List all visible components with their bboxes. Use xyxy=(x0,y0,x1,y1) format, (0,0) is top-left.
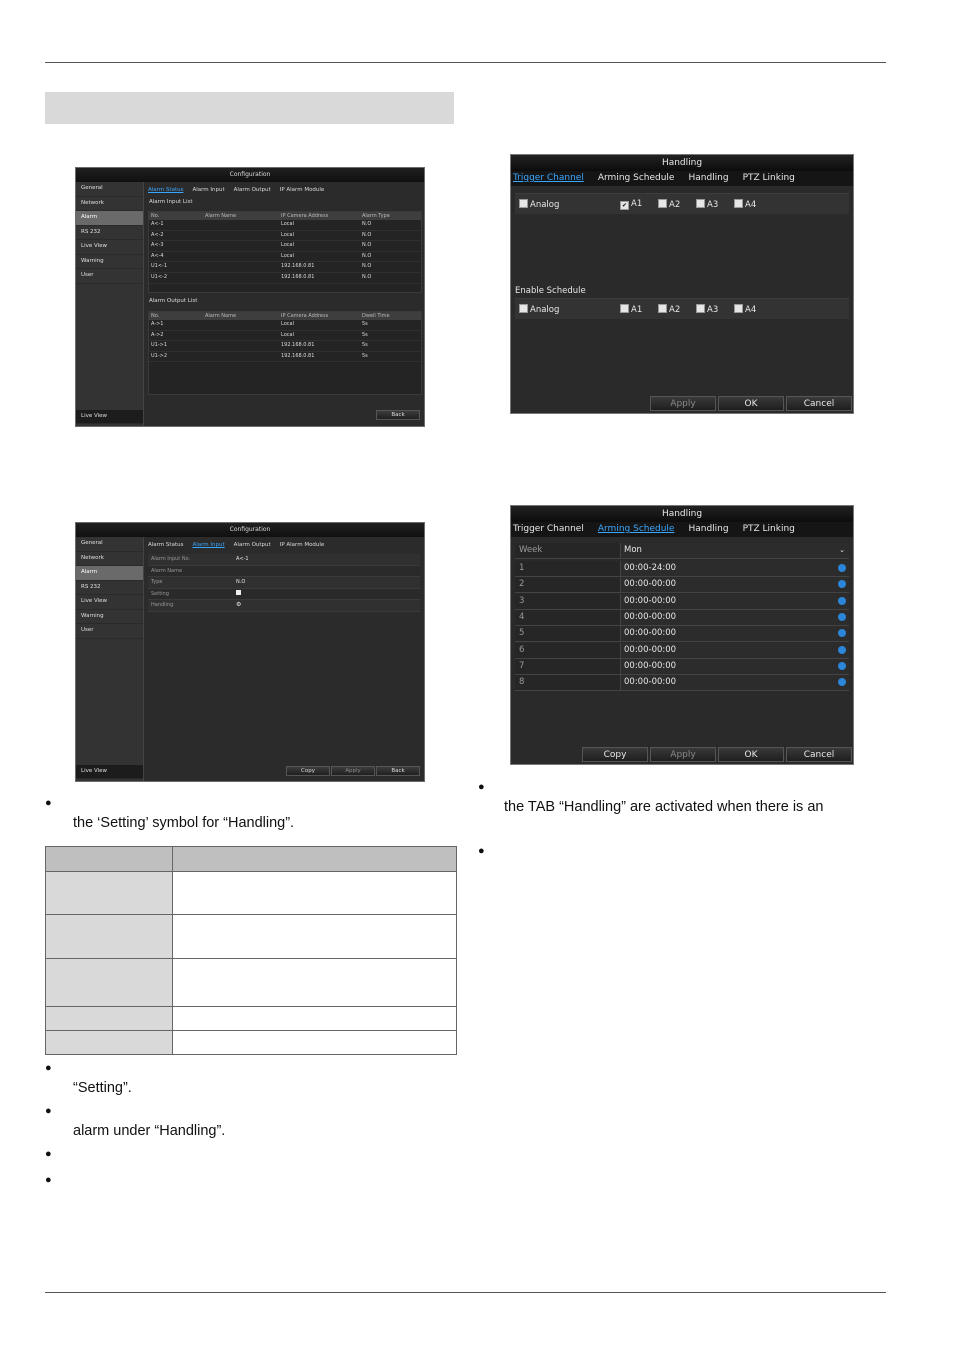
alarm-name-input[interactable] xyxy=(233,566,420,577)
apply-button[interactable]: Apply xyxy=(331,766,375,776)
schedule-row xyxy=(515,610,849,626)
checkbox-label: A1 xyxy=(631,305,643,315)
checkbox-label: A1 xyxy=(631,199,643,209)
table-row xyxy=(46,915,457,959)
section-heading-bar xyxy=(45,92,454,124)
bullet: ● xyxy=(45,797,52,809)
checkbox-label: A2 xyxy=(669,200,681,210)
cell: A<-2 xyxy=(151,231,164,238)
table-value-cell xyxy=(173,959,457,1007)
schedule-row xyxy=(515,659,849,675)
checkbox-label: Analog xyxy=(530,200,560,210)
setting-checkbox[interactable] xyxy=(236,590,241,595)
tab-bar xyxy=(148,187,333,193)
handling-trigger-channel-dialog xyxy=(510,154,854,414)
cell: A->2 xyxy=(151,331,164,338)
sidebar-item-warning[interactable]: Warning xyxy=(76,610,143,625)
a2-checkbox[interactable] xyxy=(658,199,680,210)
paragraph-text: the TAB “Handling” are activated when there is an xyxy=(504,799,824,815)
field-label: Handling xyxy=(151,602,174,608)
cell: A<-4 xyxy=(151,252,164,259)
tab-alarm-input[interactable]: Alarm Input xyxy=(192,542,225,548)
bullet: ● xyxy=(45,1148,52,1160)
cell xyxy=(203,231,279,241)
cell: A<-3 xyxy=(151,242,164,249)
row-number: 1 xyxy=(519,563,525,573)
paragraph-text: alarm under “Handling”. xyxy=(73,1123,226,1139)
time-range-input[interactable] xyxy=(620,675,849,690)
live-view-button[interactable]: Live View xyxy=(76,410,143,425)
cell: N.O xyxy=(362,263,372,270)
trigger-channel-row xyxy=(515,193,849,214)
table-row xyxy=(46,872,457,915)
row-number: 4 xyxy=(519,611,525,622)
table-row[interactable] xyxy=(149,252,421,263)
bullet: ● xyxy=(45,1174,52,1186)
time-range-input[interactable] xyxy=(620,594,849,609)
back-button[interactable]: Back xyxy=(376,766,420,776)
tab-handling[interactable]: Handling xyxy=(688,173,729,183)
clock-icon[interactable] xyxy=(838,629,846,637)
checkbox-label: A4 xyxy=(745,200,757,210)
handling-arming-schedule-dialog xyxy=(510,505,854,765)
form-row-alarm-input-no xyxy=(148,554,420,566)
tab-ptz-linking[interactable]: PTZ Linking xyxy=(742,173,795,183)
cell: 5s xyxy=(362,342,368,349)
sidebar-item-network[interactable]: Network xyxy=(76,552,143,567)
alarm-output-table xyxy=(148,311,422,395)
checkbox-box xyxy=(696,304,705,313)
table-row[interactable] xyxy=(149,273,421,284)
alarm-input-screenshot xyxy=(75,522,425,782)
copy-button[interactable]: Copy xyxy=(582,747,648,762)
checkbox-box xyxy=(519,199,528,208)
cell: 192.168.0.81 xyxy=(281,263,315,270)
setting-checkbox-cell xyxy=(233,589,420,600)
cell: Local xyxy=(281,252,294,259)
time-range: 00:00-00:00 xyxy=(624,628,677,639)
week-select[interactable] xyxy=(620,543,849,558)
cell: N.O xyxy=(362,273,372,280)
cell: N.O xyxy=(362,231,372,238)
table-key-cell xyxy=(46,872,173,915)
cell: Local xyxy=(281,331,294,338)
sidebar-item-warning[interactable]: Warning xyxy=(76,255,143,270)
cell: N.O xyxy=(362,252,372,259)
sidebar-item-alarm[interactable]: Alarm xyxy=(76,211,143,226)
alarm-input-form xyxy=(148,554,420,612)
header-alarm-type: Alarm Type xyxy=(362,213,390,219)
tab-trigger-channel[interactable]: Trigger Channel xyxy=(513,524,584,534)
table-row[interactable] xyxy=(149,352,421,363)
table-key-cell xyxy=(46,959,173,1007)
sidebar-item-live-view[interactable]: Live View xyxy=(76,240,143,255)
cell: Local xyxy=(281,221,294,227)
alarm-output-list-label: Alarm Output List xyxy=(149,298,198,304)
table-row[interactable] xyxy=(149,341,421,352)
checkbox-label: Analog xyxy=(530,305,560,315)
table-header xyxy=(149,212,421,220)
checkbox-box xyxy=(734,199,743,208)
header-ip-camera-address: IP Camera Address xyxy=(281,313,329,319)
tab-arming-schedule[interactable]: Arming Schedule xyxy=(597,173,675,183)
type-select[interactable]: N.O xyxy=(236,579,246,585)
gear-icon[interactable]: ⚙ xyxy=(236,601,242,608)
sidebar-item-general[interactable]: General xyxy=(76,537,143,552)
tab-alarm-status[interactable]: Alarm Status xyxy=(148,187,184,193)
table-value-cell xyxy=(173,1031,457,1055)
sidebar xyxy=(76,182,144,426)
cell: U1<-1 xyxy=(151,263,168,270)
table-row[interactable] xyxy=(149,331,421,342)
bullet: ● xyxy=(45,1062,52,1074)
checkmark-icon: ✔ xyxy=(621,202,628,209)
form-row-handling xyxy=(148,600,420,612)
table-row xyxy=(46,959,457,1007)
field-label: Type xyxy=(151,579,163,585)
time-range-input[interactable] xyxy=(620,610,849,625)
cell: 5s xyxy=(362,321,368,327)
cancel-button[interactable]: Cancel xyxy=(786,396,852,411)
table-header-cell xyxy=(46,847,173,872)
table-value-cell xyxy=(173,872,457,915)
sidebar-item-network[interactable]: Network xyxy=(76,197,143,212)
checkbox-label: A3 xyxy=(707,200,719,210)
handling-cell xyxy=(233,600,420,611)
tab-ip-alarm-module[interactable]: IP Alarm Module xyxy=(279,542,325,548)
dialog-tabs xyxy=(511,171,853,186)
field-label: Setting xyxy=(151,590,169,597)
cell: 192.168.0.81 xyxy=(281,273,315,280)
alarm-input-no-select[interactable]: A<-1 xyxy=(236,556,249,562)
cell: N.O xyxy=(362,221,372,227)
a2-checkbox[interactable] xyxy=(658,304,680,315)
cell: Local xyxy=(281,242,294,249)
checkbox-box xyxy=(519,304,528,313)
sidebar xyxy=(76,537,144,781)
a4-checkbox[interactable] xyxy=(734,199,756,210)
alarm-input-table xyxy=(148,211,422,293)
clock-icon[interactable] xyxy=(838,564,846,572)
time-range-input[interactable] xyxy=(620,643,849,658)
time-range: 00:00-24:00 xyxy=(624,563,677,573)
cell xyxy=(203,241,279,251)
schedule-row xyxy=(515,643,849,659)
clock-icon[interactable] xyxy=(838,646,846,654)
table-key-cell xyxy=(46,1031,173,1055)
schedule-row xyxy=(515,626,849,642)
cell: 5s xyxy=(362,331,368,338)
apply-button[interactable]: Apply xyxy=(650,396,716,411)
ok-button[interactable]: OK xyxy=(718,747,784,762)
form-row-alarm-name xyxy=(148,566,420,578)
cell xyxy=(203,331,279,341)
time-range-input[interactable] xyxy=(620,561,849,576)
cell xyxy=(203,220,279,230)
settings-table xyxy=(45,846,457,1055)
time-range-input[interactable] xyxy=(620,626,849,641)
cell: 192.168.0.81 xyxy=(281,342,315,349)
header-alarm-name: Alarm Name xyxy=(205,213,237,219)
tab-ip-alarm-module[interactable]: IP Alarm Module xyxy=(279,187,325,193)
checkbox-label: A3 xyxy=(707,305,719,315)
sidebar-item-rs232[interactable]: RS 232 xyxy=(76,226,143,241)
table-value-cell xyxy=(173,1007,457,1031)
row-number: 2 xyxy=(519,579,525,590)
header-ip-camera-address: IP Camera Address xyxy=(281,213,329,219)
top-rule xyxy=(45,62,886,63)
cell: U1->2 xyxy=(151,352,168,359)
schedule-row xyxy=(515,594,849,610)
row-number: 7 xyxy=(519,660,525,671)
dialog-title: Handling xyxy=(511,155,853,171)
tab-alarm-input[interactable]: Alarm Input xyxy=(192,187,225,193)
clock-icon[interactable] xyxy=(838,662,846,670)
tab-bar xyxy=(148,542,333,548)
analog-checkbox[interactable] xyxy=(519,199,559,210)
time-range: 00:00-00:00 xyxy=(624,644,677,655)
tab-alarm-status[interactable]: Alarm Status xyxy=(148,542,184,548)
table-row[interactable] xyxy=(149,220,421,231)
a3-checkbox[interactable] xyxy=(696,199,718,210)
table-row[interactable] xyxy=(149,320,421,331)
schedule-row xyxy=(515,561,849,577)
bullet: ● xyxy=(45,1105,52,1117)
header-no: No. xyxy=(151,213,160,219)
live-view-button[interactable]: Live View xyxy=(76,765,143,780)
checkbox-label: A2 xyxy=(669,305,681,315)
table-value-cell xyxy=(173,915,457,959)
cell xyxy=(203,262,279,272)
checkbox-box xyxy=(620,304,629,313)
sidebar-item-rs232[interactable]: RS 232 xyxy=(76,581,143,596)
tab-trigger-channel[interactable]: Trigger Channel xyxy=(513,173,584,183)
table-key-cell xyxy=(46,915,173,959)
sidebar-item-live-view[interactable]: Live View xyxy=(76,595,143,610)
cell: U1<-2 xyxy=(151,273,168,280)
table-header-cell xyxy=(173,847,457,872)
ok-button[interactable]: OK xyxy=(718,396,784,411)
time-range: 00:00-00:00 xyxy=(624,579,677,590)
cell: U1->1 xyxy=(151,342,168,349)
cell xyxy=(203,320,279,330)
table-header-row xyxy=(46,847,457,872)
cell: Local xyxy=(281,231,294,238)
clock-icon[interactable] xyxy=(838,580,846,588)
cell: 192.168.0.81 xyxy=(281,352,315,359)
sidebar-item-user[interactable]: User xyxy=(76,624,143,639)
bullet: ● xyxy=(478,781,485,793)
a3-checkbox[interactable] xyxy=(696,304,718,315)
enable-schedule-row xyxy=(515,298,849,319)
sidebar-item-user[interactable]: User xyxy=(76,269,143,284)
sidebar-item-alarm[interactable]: Alarm xyxy=(76,566,143,581)
schedule-row xyxy=(515,577,849,593)
cancel-button[interactable]: Cancel xyxy=(786,747,852,762)
table-row[interactable] xyxy=(149,262,421,273)
paragraph-text: “Setting”. xyxy=(73,1080,132,1096)
analog-checkbox[interactable] xyxy=(519,304,559,315)
a4-checkbox[interactable] xyxy=(734,304,756,315)
checkbox-box xyxy=(734,304,743,313)
checkbox-box xyxy=(658,304,667,313)
window-title: Configuration xyxy=(76,168,424,182)
table-row[interactable] xyxy=(149,241,421,252)
header-dwell-time: Dwell Time xyxy=(362,313,390,319)
back-button[interactable]: Back xyxy=(376,410,420,420)
row-number: 5 xyxy=(519,628,525,639)
week-label: Week xyxy=(519,545,543,555)
tab-handling[interactable]: Handling xyxy=(688,524,729,534)
bottom-rule xyxy=(45,1292,886,1293)
window-title: Configuration xyxy=(76,523,424,537)
row-number: 6 xyxy=(519,644,525,655)
field-label: Alarm Input No. xyxy=(151,556,191,562)
week-row xyxy=(515,543,849,559)
clock-icon[interactable] xyxy=(838,613,846,621)
table-key-cell xyxy=(46,1007,173,1031)
dialog-tabs xyxy=(511,522,853,537)
time-range-input[interactable] xyxy=(620,577,849,592)
time-range-input[interactable] xyxy=(620,659,849,674)
checkbox-box xyxy=(696,199,705,208)
table-row xyxy=(46,1031,457,1055)
a1-checkbox[interactable] xyxy=(620,304,642,315)
table-header xyxy=(149,312,421,320)
checkbox-box xyxy=(658,199,667,208)
enable-schedule-label: Enable Schedule xyxy=(515,286,586,296)
sidebar-item-general[interactable]: General xyxy=(76,182,143,197)
tab-ptz-linking[interactable]: PTZ Linking xyxy=(742,524,795,534)
clock-icon[interactable] xyxy=(838,597,846,605)
schedule-row xyxy=(515,675,849,691)
alarm-status-screenshot xyxy=(75,167,425,427)
cell: A->1 xyxy=(151,321,164,327)
tab-alarm-output[interactable]: Alarm Output xyxy=(233,187,271,193)
cell xyxy=(203,352,279,362)
chevron-down-icon: ⌄ xyxy=(839,546,845,554)
tab-alarm-output[interactable]: Alarm Output xyxy=(233,542,271,548)
form-row-setting xyxy=(148,589,420,601)
cell: 5s xyxy=(362,352,368,359)
table-row[interactable] xyxy=(149,231,421,242)
cell: N.O xyxy=(362,242,372,249)
field-label: Alarm Name xyxy=(151,567,183,574)
cell xyxy=(203,252,279,262)
row-number: 8 xyxy=(519,677,525,688)
copy-button[interactable]: Copy xyxy=(286,766,330,776)
time-range: 00:00-00:00 xyxy=(624,677,677,688)
row-number: 3 xyxy=(519,595,525,606)
cell xyxy=(203,341,279,351)
paragraph-text: the ‘Setting’ symbol for “Handling”. xyxy=(73,815,295,831)
tab-arming-schedule[interactable]: Arming Schedule xyxy=(597,524,675,534)
a1-checkbox[interactable] xyxy=(620,199,642,210)
table-row xyxy=(46,1007,457,1031)
time-range: 00:00-00:00 xyxy=(624,595,677,606)
header-no: No. xyxy=(151,313,160,319)
cell: Local xyxy=(281,321,294,327)
alarm-input-list-label: Alarm Input List xyxy=(149,199,193,205)
header-alarm-name: Alarm Name xyxy=(205,313,237,319)
clock-icon[interactable] xyxy=(838,678,846,686)
form-row-type xyxy=(148,577,420,589)
cell xyxy=(203,273,279,283)
apply-button[interactable]: Apply xyxy=(650,747,716,762)
checkbox-label: A4 xyxy=(745,305,757,315)
cell: A<-1 xyxy=(151,221,164,227)
dialog-title: Handling xyxy=(511,506,853,522)
bullet: ● xyxy=(478,845,485,857)
time-range: 00:00-00:00 xyxy=(624,660,677,671)
week-value: Mon xyxy=(624,545,642,555)
time-range: 00:00-00:00 xyxy=(624,611,677,622)
